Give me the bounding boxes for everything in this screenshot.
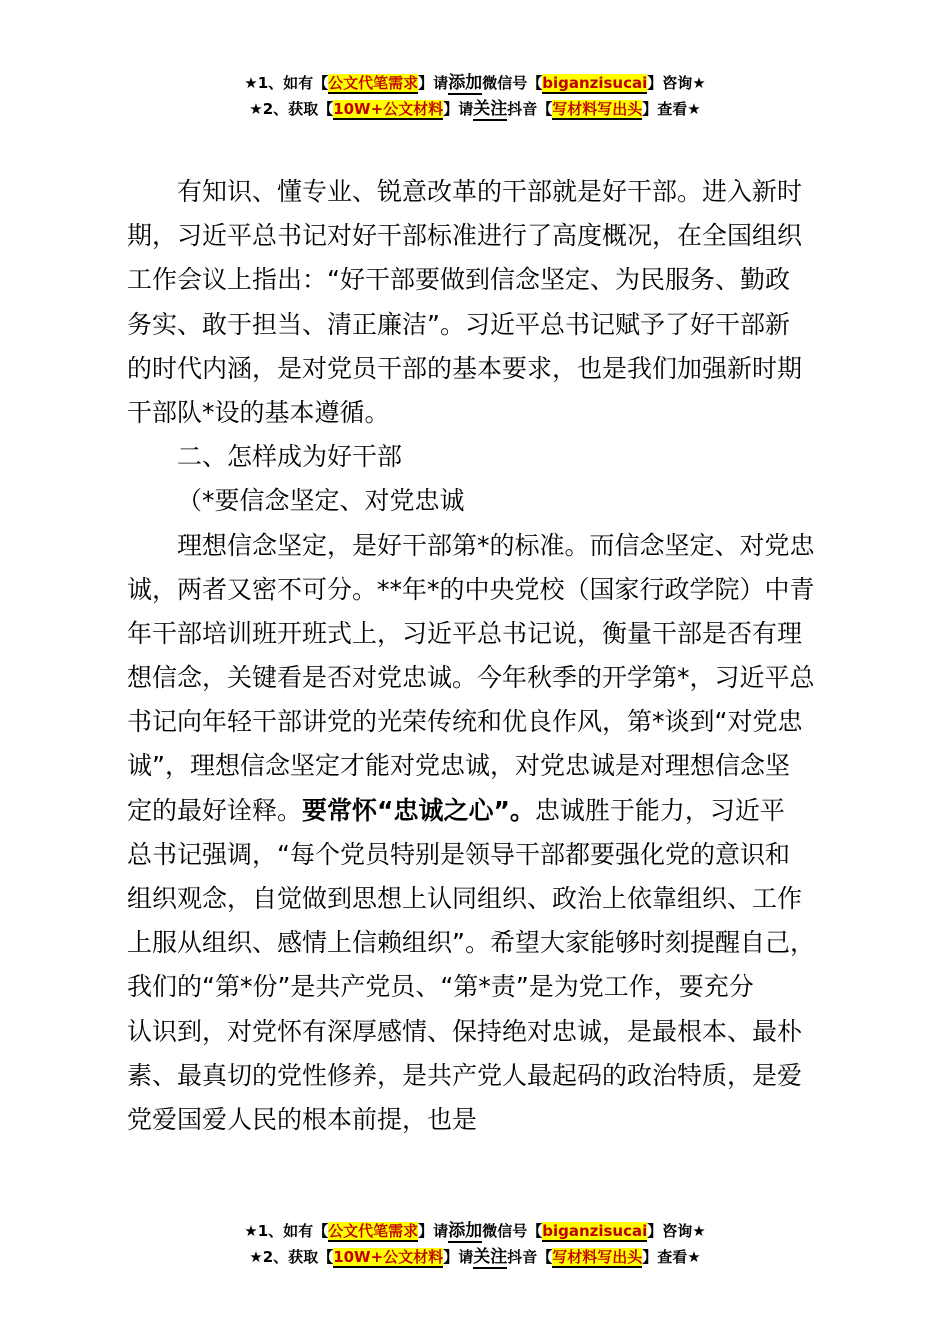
banner-text: ★2、获取【: [249, 1248, 334, 1266]
body-text: 忠诚胜于能力，习近平: [534, 795, 785, 825]
banner-text: 】请: [418, 1222, 449, 1240]
banner-line-2: [0, 1244, 950, 1270]
footer-banner: [0, 1218, 950, 1270]
banner-underline: 关注: [473, 99, 508, 119]
paragraph-line: 的时代内涵，是对党员干部的基本要求，也是我们加强新时期: [127, 353, 803, 383]
paragraph-line: 认识到，对党怀有深厚感情、保持绝对忠诚，是最根本、最朴: [127, 1016, 803, 1046]
banner-highlight: 写材料写出头: [552, 100, 643, 118]
banner-highlight: biganzisucai: [542, 74, 648, 92]
paragraph-line: 务实、敢于担当、清正廉洁”。习近平总书记赋予了好干部新: [127, 309, 790, 339]
banner-text: 】查看★: [642, 1248, 701, 1266]
paragraph-line: 诚”，理想信念坚定才能对党忠诚，对党忠诚是对理想信念坚: [127, 751, 790, 781]
banner-highlight: biganzisucai: [542, 1222, 648, 1240]
paragraph-line: 理想信念坚定，是好干部第*的标准。而信念坚定、对党忠: [177, 530, 815, 560]
banner-text: 】查看★: [642, 100, 701, 118]
banner-text: 】咨询★: [647, 74, 706, 92]
paragraph-line: 上服从组织、感情上信赖组织”。希望大家能够时刻提醒自己，: [127, 928, 815, 958]
banner-highlight: 10W+公文材料: [333, 1248, 444, 1266]
banner-text: 】请: [443, 1248, 474, 1266]
banner-text: 】咨询★: [647, 1222, 706, 1240]
document-body: [127, 170, 827, 1142]
paragraph-line-mixed: [127, 789, 827, 833]
paragraph-line: 书记向年轻干部讲党的光荣传统和优良作风，第*谈到“对党忠: [127, 707, 803, 737]
banner-underline: 关注: [473, 1247, 508, 1267]
banner-text: ★1、如有【: [244, 74, 329, 92]
banner-line-2: [0, 96, 950, 122]
banner-text: 抖音【: [507, 1248, 553, 1266]
banner-text: 抖音【: [507, 100, 553, 118]
header-banner: [0, 70, 950, 122]
banner-text: 】请: [443, 100, 474, 118]
paragraph-line: 党爱国爱人民的根本前提，也是: [127, 1104, 478, 1134]
paragraph-line: 素、最真切的党性修养，是共产党人最起码的政治特质，是爱: [127, 1060, 803, 1090]
paragraph-line: 期，习近平总书记对好干部标准进行了高度概况，在全国组织: [127, 221, 803, 251]
paragraph-line: 诚，两者又密不可分。**年*的中央党校（国家行政学院）中青: [127, 574, 815, 604]
banner-underline: 添加: [448, 73, 483, 93]
banner-text: 微信号【: [482, 74, 543, 92]
body-text: 定的最好诠释。: [127, 795, 303, 825]
banner-highlight: 公文代笔需求: [328, 1222, 419, 1240]
bold-emphasis: 要常怀“忠诚之心”。: [302, 795, 535, 825]
paragraph-line: 有知识、懂专业、锐意改革的干部就是好干部。进入新时: [177, 177, 803, 206]
paragraph-line: 工作会议上指出：“好干部要做到信念坚定、为民服务、勤政: [127, 265, 790, 295]
banner-line-1: [0, 70, 950, 96]
banner-line-1: [0, 1218, 950, 1244]
paragraph-line: 我们的“第*份”是共产党员、“第*责”是为党工作，要充分: [127, 972, 754, 1002]
banner-text: 微信号【: [482, 1222, 543, 1240]
paragraph-line: 组织观念，自觉做到思想上认同组织、政治上依靠组织、工作: [127, 884, 803, 913]
paragraph-line: 想信念，关键看是否对党忠诚。今年秋季的开学第*，习近平总: [127, 663, 815, 693]
banner-text: ★2、获取【: [249, 100, 334, 118]
banner-highlight: 写材料写出头: [552, 1248, 643, 1266]
paragraph-line: 年干部培训班开班式上，习近平总书记说，衡量干部是否有理: [127, 618, 803, 648]
banner-highlight: 10W+公文材料: [333, 100, 444, 118]
banner-text: ★1、如有【: [244, 1222, 329, 1240]
section-heading: 二、怎样成为好干部: [177, 442, 403, 472]
paragraph-line: 总书记强调，“每个党员特别是领导干部都要强化党的意识和: [127, 839, 790, 869]
paragraph-line: 干部队*设的基本遵循。: [127, 397, 390, 427]
banner-text: 】请: [418, 74, 449, 92]
subsection-heading: （*要信念坚定、对党忠诚: [177, 486, 465, 516]
banner-highlight: 公文代笔需求: [328, 74, 419, 92]
banner-underline: 添加: [448, 1221, 483, 1241]
